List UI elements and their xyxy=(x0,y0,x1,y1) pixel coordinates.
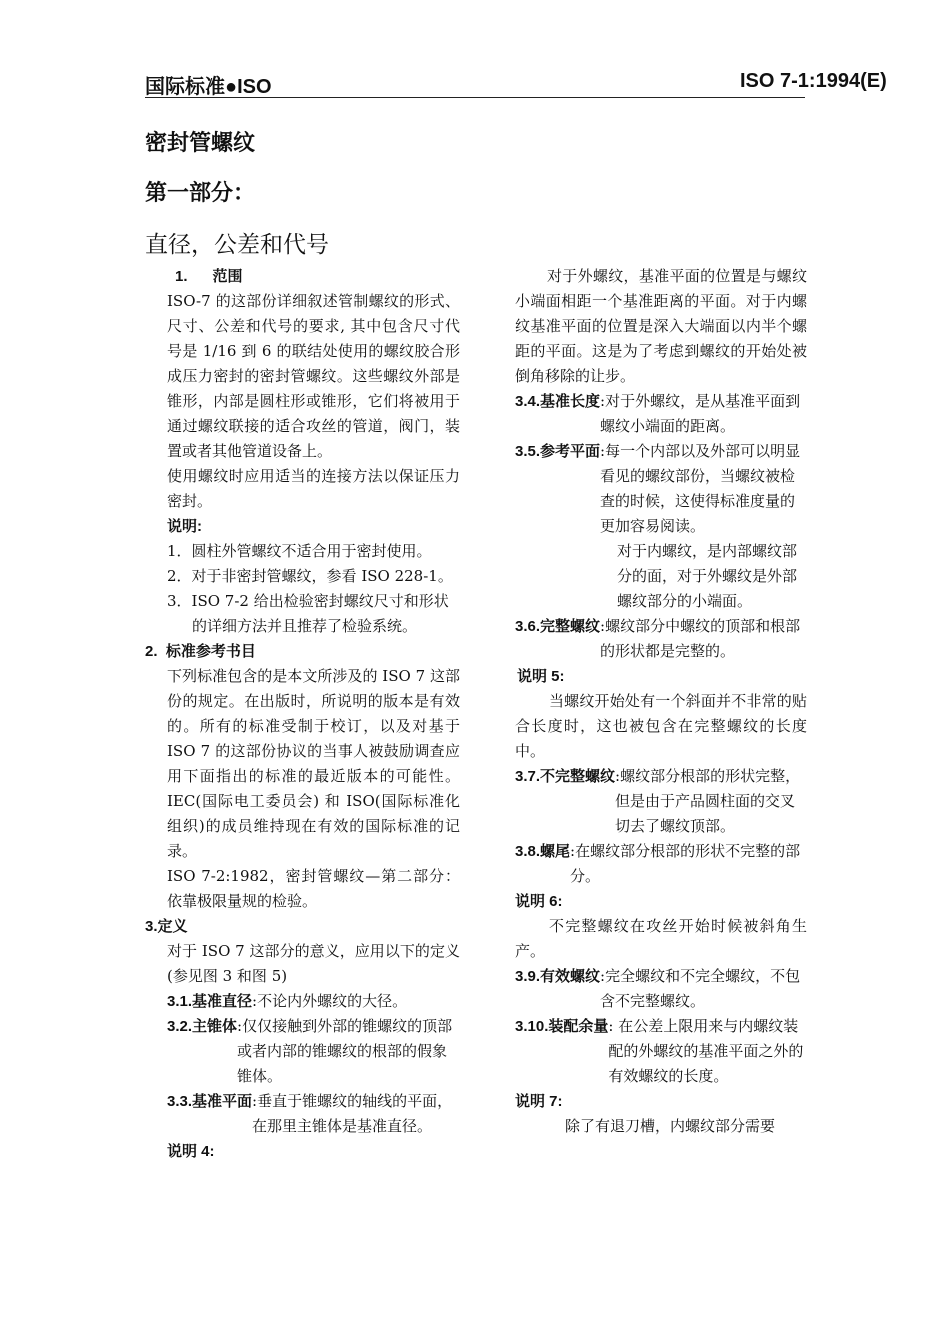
note-6-label: 说明 6: xyxy=(515,893,563,910)
term-definition-continued: 对于内螺纹，是内部螺纹部分的面，对于外螺纹是外部螺纹部分的小端面。 xyxy=(617,542,798,610)
definition-3-8 xyxy=(515,839,807,889)
note-7-text: 除了有退刀槽，内螺纹部分需要 xyxy=(565,1117,776,1135)
term-label: 3.6.完整螺纹 xyxy=(515,618,601,635)
reference-plane-text: 对于外螺纹，基准平面的位置是与螺纹小端面相距一个基准距离的平面。对于内螺纹基准平面的位置是深入大端面以内半个螺距的平面。这是为了考虑到螺纹的开始处被倒角移除的让步。 xyxy=(515,267,807,385)
term-label: 3.9.有效螺纹 xyxy=(515,968,601,985)
term-label: 3.10.装配余量 xyxy=(515,1018,609,1035)
term-label: 3.5.参考平面 xyxy=(515,443,601,460)
definition-3-7 xyxy=(515,764,807,839)
definition-3-9 xyxy=(515,964,807,1014)
term-definition: :螺纹部分根部的形状完整，但是由于产品圆柱面的交叉切去了螺纹顶部。 xyxy=(615,767,801,835)
header-right: ISO 7-1:1994(E) xyxy=(740,70,887,92)
term-label: 3.1.基准直径 xyxy=(167,993,253,1010)
term-label: 3.2.主锥体 xyxy=(167,1018,238,1035)
term-label: 3.7.不完整螺纹 xyxy=(515,768,616,785)
definition-3-4 xyxy=(515,389,807,439)
doc-title: 密封管螺纹 xyxy=(145,130,256,155)
right-column xyxy=(515,264,807,1139)
header-left: 国际标准●ISO xyxy=(145,76,272,98)
note-5-text: 当螺纹开始处有一个斜面并不非常的贴合长度时，这也被包含在完整螺纹的长度中。 xyxy=(515,692,807,760)
note-label: 说明: xyxy=(167,518,202,535)
term-label: 3.8.螺尾 xyxy=(515,843,571,860)
term-definition: :不论内外螺纹的大径。 xyxy=(252,992,408,1010)
section-3-heading: 3.定义 xyxy=(145,918,188,935)
doc-subtitle: 直径，公差和代号 xyxy=(145,232,329,258)
definition-3-3 xyxy=(145,1089,460,1139)
term-definition: :在螺纹部分根部的形状不完整的部分。 xyxy=(570,842,801,885)
note-7-label: 说明 7: xyxy=(515,1093,563,1110)
note-item: 3．ISO 7-2 给出检验密封螺纹尺寸和形状的详细方法并且推荐了检验系统。 xyxy=(167,592,449,635)
doc-part: 第一部分： xyxy=(145,180,256,205)
definition-3-2 xyxy=(145,1014,460,1089)
term-label: 3.4.基准长度 xyxy=(515,393,601,410)
term-definition: :完全螺纹和不完全螺纹，不包含不完整螺纹。 xyxy=(600,967,801,1010)
note-4-label: 说明 4: xyxy=(167,1143,215,1160)
term-definition: :垂直于锥螺纹的轴线的平面，在那里主锥体是基准直径。 xyxy=(252,1092,453,1135)
note-5-label: 说明 5: xyxy=(517,668,565,685)
section-2-paragraph: 下列标准包含的是本文所涉及的 ISO 7 这部份的规定。在出版时，所说明的版本是有效的。所有的标准受制于校订，以及对基于 ISO 7 的这部份协议的当事人被鼓励调查应用下面指出的标准的最近版本的可能性。IEC(国际电工委员会) 和 ISO(国际标准化组织)的成员维持现在有效的国际标准的记录。 xyxy=(167,667,460,860)
left-column xyxy=(145,264,460,1164)
term-definition: : 在公差上限用来与内螺纹装配的外螺纹的基准平面之外的有效螺纹的长度。 xyxy=(608,1017,804,1085)
term-definition: :螺纹部分中螺纹的顶部和根部的形状都是完整的。 xyxy=(600,617,801,660)
note-item: 2．对于非密封管螺纹，参看 ISO 228-1。 xyxy=(167,567,453,585)
definition-3-5 xyxy=(515,439,807,539)
note-6-text: 不完整螺纹在攻丝开始时候被斜角生产。 xyxy=(515,917,807,960)
section-3-intro: 对于 ISO 7 这部分的意义，应用以下的定义(参见图 3 和图 5) xyxy=(167,942,460,985)
definition-3-1 xyxy=(145,989,460,1014)
definition-3-6 xyxy=(515,614,807,664)
section-1-paragraph: ISO-7 的这部份详细叙述管制螺纹的形式、尺寸、公差和代号的要求, 其中包含尺寸代号是 1/16 到 6 的联结处使用的螺纹胶合形成压力密封的密封管螺纹。这些螺纹外部是锥形，内部是圆柱形或锥形，它们将被用于通过螺纹联接的适合攻丝的管道，阀门，装置或者其他管道设备上。 xyxy=(167,292,460,460)
term-definition: :对于外螺纹，是从基准平面到螺纹小端面的距离。 xyxy=(600,392,801,435)
section-1-heading: 1. 范围 xyxy=(175,268,243,285)
term-definition: :仅仅接触到外部的锥螺纹的顶部或者内部的锥螺纹的根部的假象锥体。 xyxy=(237,1017,453,1085)
section-2-heading: 2. 标准参考书目 xyxy=(145,643,256,660)
section-1-paragraph-2: 使用螺纹时应用适当的连接方法以保证压力密封。 xyxy=(167,467,460,510)
definition-3-10 xyxy=(515,1014,807,1089)
term-definition: :每一个内部以及外部可以明显看见的螺纹部份，当螺纹被检查的时候，这使得标准度量的更加容易阅读。 xyxy=(600,442,801,535)
note-item: 1．圆柱外管螺纹不适合用于密封使用。 xyxy=(167,542,432,560)
header-rule xyxy=(145,97,805,98)
term-label: 3.3.基准平面 xyxy=(167,1093,253,1110)
section-2-reference: ISO 7-2:1982，密封管螺纹—第二部分：依靠极限量规的检验。 xyxy=(167,867,460,910)
